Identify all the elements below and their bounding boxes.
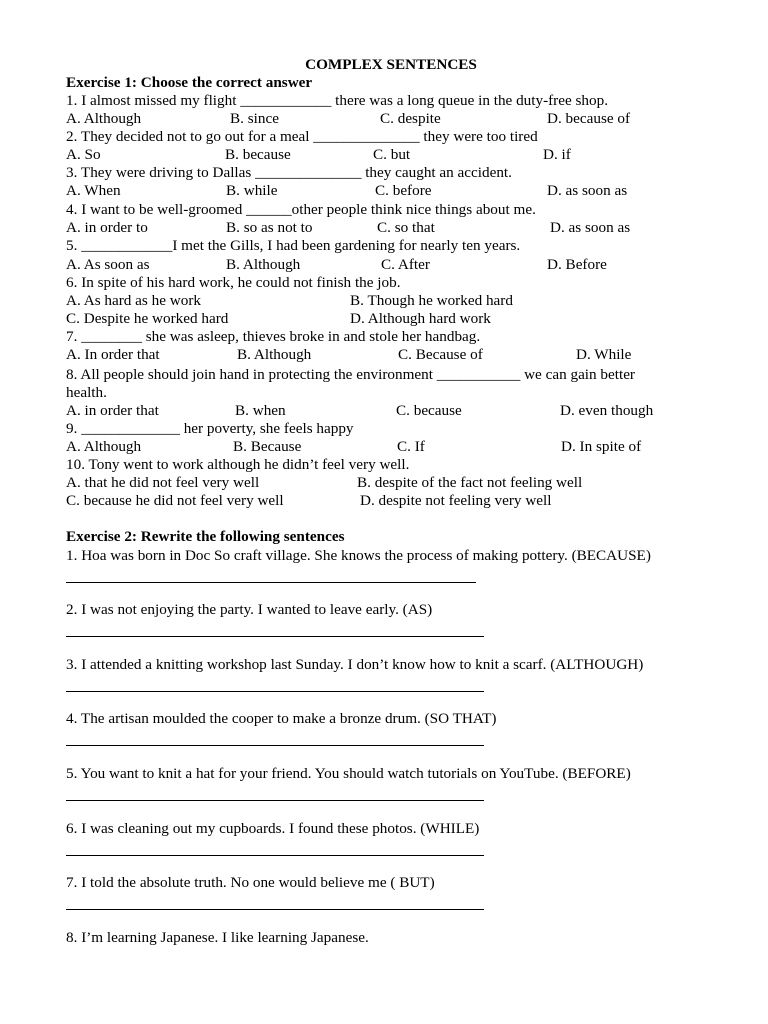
- question-2: 2. They decided not to go out for a meal ______________ they were too tired: [66, 128, 538, 145]
- q9-option-a: A. Although: [66, 438, 142, 455]
- rewrite-item-7: 7. I told the absolute truth. No one would believe me ( BUT): [66, 874, 435, 891]
- q9-option-b: B. Because: [233, 438, 302, 455]
- q2-option-a: A. So: [66, 146, 101, 163]
- rewrite-answer-line-3[interactable]: [66, 691, 484, 692]
- q2-option-c: C. but: [373, 146, 411, 163]
- question-4: 4. I want to be well-groomed ______other people think nice things about me.: [66, 201, 536, 218]
- exercise1-heading: Exercise 1: Choose the correct answer: [66, 74, 313, 91]
- page-title: COMPLEX SENTENCES: [305, 56, 477, 73]
- q5-option-a: A. As soon as: [66, 256, 150, 273]
- question-6: 6. In spite of his hard work, he could not finish the job.: [66, 274, 401, 291]
- rewrite-item-5: 5. You want to knit a hat for your friend. You should watch tutorials on YouTube. (BEFORE): [66, 765, 631, 782]
- q6-option-d: D. Although hard work: [350, 310, 491, 327]
- q2-option-d: D. if: [543, 146, 571, 163]
- rewrite-answer-line-6[interactable]: [66, 855, 484, 856]
- q6-option-c: C. Despite he worked hard: [66, 310, 229, 327]
- rewrite-answer-line-4[interactable]: [66, 745, 484, 746]
- q3-option-a: A. When: [66, 182, 121, 199]
- q4-option-a: A. in order to: [66, 219, 148, 236]
- q7-option-c: C. Because of: [398, 346, 483, 363]
- rewrite-answer-line-1[interactable]: [66, 582, 476, 583]
- q5-option-b: B. Although: [226, 256, 301, 273]
- question-5: 5. ____________I met the Gills, I had been gardening for nearly ten years.: [66, 237, 521, 254]
- rewrite-answer-line-2[interactable]: [66, 636, 484, 637]
- q10-option-d: D. despite not feeling very well: [360, 492, 552, 509]
- q10-option-a: A. that he did not feel very well: [66, 474, 260, 491]
- q1-option-a: A. Although: [66, 110, 142, 127]
- question-9: 9. _____________ her poverty, she feels happy: [66, 420, 354, 437]
- q1-option-b: B. since: [230, 110, 279, 127]
- q7-option-d: D. While: [576, 346, 632, 363]
- q1-option-c: C. despite: [380, 110, 441, 127]
- rewrite-item-3: 3. I attended a knitting workshop last Sunday. I don’t know how to knit a scarf. (ALTHOUGH): [66, 656, 644, 673]
- q8-option-c: C. because: [396, 402, 462, 419]
- rewrite-answer-line-7[interactable]: [66, 909, 484, 910]
- q6-option-b: B. Though he worked hard: [350, 292, 513, 309]
- rewrite-item-6: 6. I was cleaning out my cupboards. I found these photos. (WHILE): [66, 820, 480, 837]
- q4-option-d: D. as soon as: [550, 219, 631, 236]
- rewrite-item-1: 1. Hoa was born in Doc So craft village. She knows the process of making pottery. (BECAUSE): [66, 547, 651, 564]
- exercise2-heading: Exercise 2: Rewrite the following sentences: [66, 528, 345, 545]
- q7-option-b: B. Although: [237, 346, 312, 363]
- question-8: 8. All people should join hand in protecting the environment ___________ we can gain better: [66, 366, 635, 383]
- rewrite-item-4: 4. The artisan moulded the cooper to make a bronze drum. (SO THAT): [66, 710, 497, 727]
- q7-option-a: A. In order that: [66, 346, 160, 363]
- question-3: 3. They were driving to Dallas ______________ they caught an accident.: [66, 164, 512, 181]
- question-8-continued: health.: [66, 384, 107, 401]
- q4-option-c: C. so that: [377, 219, 435, 236]
- q3-option-c: C. before: [375, 182, 432, 199]
- question-10: 10. Tony went to work although he didn’t feel very well.: [66, 456, 410, 473]
- question-1: 1. I almost missed my flight ____________ there was a long queue in the duty-free shop.: [66, 92, 609, 109]
- q8-option-b: B. when: [235, 402, 286, 419]
- q8-option-a: A. in order that: [66, 402, 159, 419]
- q3-option-d: D. as soon as: [547, 182, 628, 199]
- q10-option-b: B. despite of the fact not feeling well: [357, 474, 583, 491]
- q5-option-c: C. After: [381, 256, 430, 273]
- q5-option-d: D. Before: [547, 256, 607, 273]
- q9-option-d: D. In spite of: [561, 438, 642, 455]
- rewrite-answer-line-5[interactable]: [66, 800, 484, 801]
- rewrite-item-2: 2. I was not enjoying the party. I wanted to leave early. (AS): [66, 601, 433, 618]
- q9-option-c: C. If: [397, 438, 425, 455]
- q1-option-d: D. because of: [547, 110, 631, 127]
- q10-option-c: C. because he did not feel very well: [66, 492, 284, 509]
- q4-option-b: B. so as not to: [226, 219, 313, 236]
- q3-option-b: B. while: [226, 182, 278, 199]
- q2-option-b: B. because: [225, 146, 291, 163]
- question-7: 7. ________ she was asleep, thieves broke in and stole her handbag.: [66, 328, 481, 345]
- q6-option-a: A. As hard as he work: [66, 292, 201, 309]
- rewrite-item-8: 8. I’m learning Japanese. I like learning Japanese.: [66, 929, 369, 946]
- q8-option-d: D. even though: [560, 402, 654, 419]
